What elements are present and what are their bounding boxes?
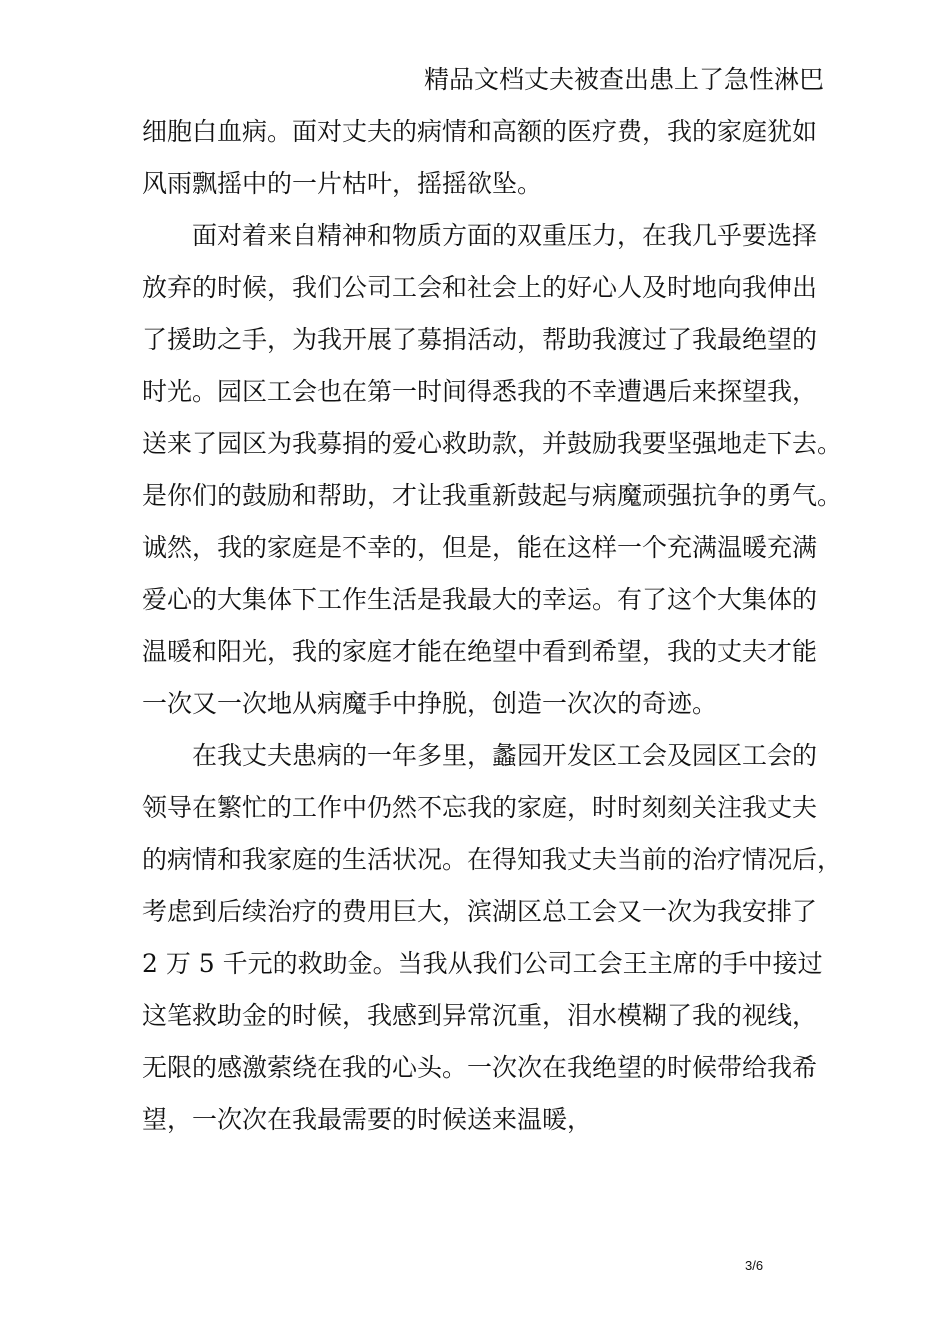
text-line: 放弃的时候，我们公司工会和社会上的好心人及时地向我伸出 <box>142 273 818 302</box>
text-line: 望，一次次在我最需要的时候送来温暖， <box>142 1105 593 1134</box>
paragraph-start-line: 面对着来自精神和物质方面的双重压力，在我几乎要选择 <box>192 221 818 250</box>
text-line: 诚然，我的家庭是不幸的，但是，能在这样一个充满温暖充满 <box>142 533 818 562</box>
text-line: 风雨飘摇中的一片枯叶，摇摇欲坠。 <box>142 169 543 198</box>
page-number: 3/6 <box>745 1258 764 1273</box>
text-line: 无限的感激萦绕在我的心头。一次次在我绝望的时候带给我希 <box>142 1053 818 1082</box>
text-line: 爱心的大集体下工作生活是我最大的幸运。有了这个大集体的 <box>142 585 818 614</box>
text-line: 精品文档丈夫被查出患上了急性淋巴 <box>424 65 825 94</box>
text-line: 送来了园区为我募捐的爱心救助款，并鼓励我要坚强地走下去。 <box>142 429 843 458</box>
text-line: 时光。园区工会也在第一时间得悉我的不幸遭遇后来探望我， <box>142 377 818 406</box>
paragraph-start-line: 在我丈夫患病的一年多里，蠡园开发区工会及园区工会的 <box>192 741 818 770</box>
text-line: 了援助之手，为我开展了募捐活动，帮助我渡过了我最绝望的 <box>142 325 818 354</box>
text-line: 一次又一次地从病魔手中挣脱，创造一次次的奇迹。 <box>142 689 718 718</box>
text-line: 是你们的鼓励和帮助，才让我重新鼓起与病魔顽强抗争的勇气。 <box>142 481 843 510</box>
body-text <box>142 54 862 1146</box>
text-line: 细胞白血病。面对丈夫的病情和高额的医疗费，我的家庭犹如 <box>142 117 818 146</box>
text-line: 2 万 5 千元的救助金。当我从我们公司工会王主席的手中接过 <box>142 949 823 978</box>
text-line: 的病情和我家庭的生活状况。在得知我丈夫当前的治疗情况后， <box>142 845 843 874</box>
text-line: 温暖和阳光，我的家庭才能在绝望中看到希望，我的丈夫才能 <box>142 637 818 666</box>
text-line: 考虑到后续治疗的费用巨大，滨湖区总工会又一次为我安排了 <box>142 897 818 926</box>
text-line: 领导在繁忙的工作中仍然不忘我的家庭，时时刻刻关注我丈夫 <box>142 793 818 822</box>
text-line: 这笔救助金的时候，我感到异常沉重，泪水模糊了我的视线， <box>142 1001 818 1030</box>
